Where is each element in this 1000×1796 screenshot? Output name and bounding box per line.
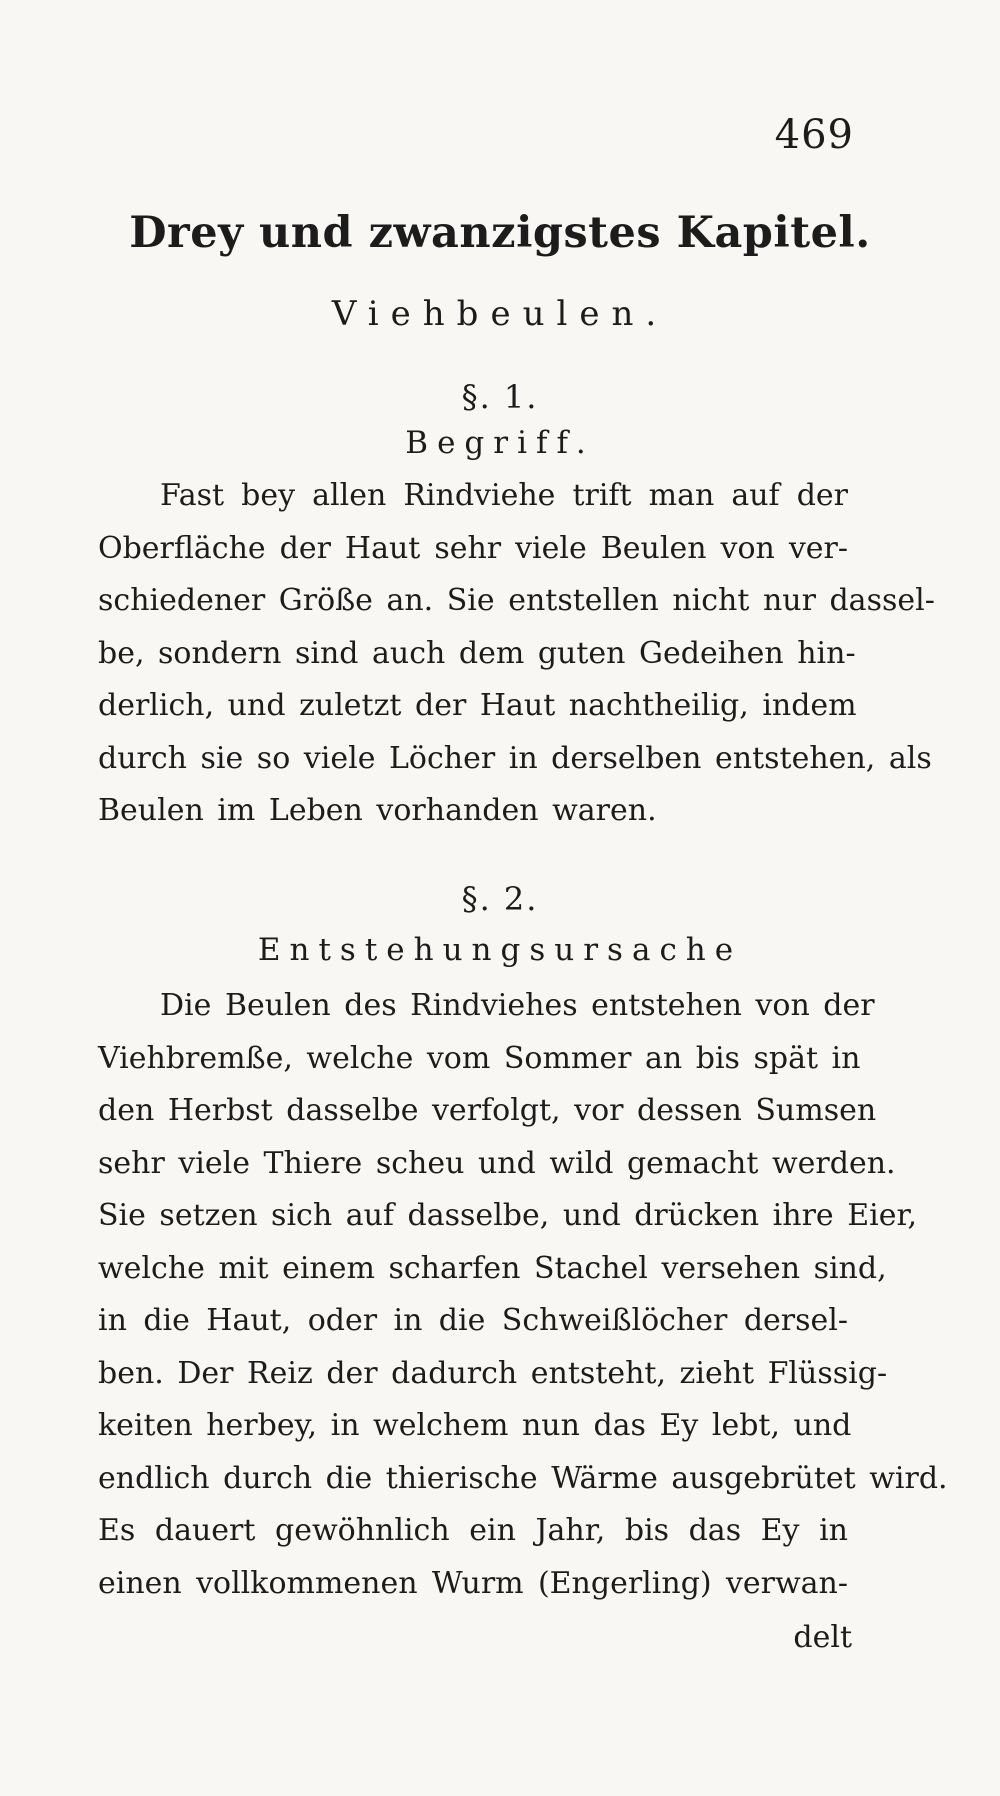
paragraph-line: Beulen im Leben vorhanden waren. bbox=[98, 793, 657, 828]
paragraph-line: schiedener Größe an. Sie entstellen nicht nur dassel- bbox=[98, 583, 935, 618]
paragraph-line: Fast bey allen Rindviehe trift man auf der bbox=[160, 478, 848, 513]
paragraph-line: welche mit einem scharfen Stachel versehen sind, bbox=[98, 1250, 887, 1286]
section-2-paragraph bbox=[98, 980, 948, 1610]
section-1-heading: Begriff. bbox=[405, 425, 595, 461]
paragraph-line: den Herbst dasselbe verfolgt, vor dessen Sumsen bbox=[98, 1093, 877, 1128]
paragraph-line: be, sondern sind auch dem guten Gedeihen hin- bbox=[98, 635, 856, 671]
page-number: 469 bbox=[774, 112, 854, 158]
section-1-mark: §. 1. bbox=[461, 378, 539, 416]
section-2-mark: §. 2. bbox=[461, 880, 539, 918]
chapter-title: Drey und zwanzigstes Kapitel. bbox=[129, 208, 871, 258]
paragraph-line: derlich, und zuletzt der Haut nachtheilig, indem bbox=[98, 688, 857, 723]
paragraph-line: Es dauert gewöhnlich ein Jahr, bis das Ey in bbox=[98, 1513, 848, 1548]
paragraph-line: Sie setzen sich auf dasselbe, und drücken ihre Eier, bbox=[98, 1198, 918, 1233]
paragraph-line: Viehbremße, welche vom Sommer an bis spät in bbox=[98, 1040, 861, 1076]
paragraph-line: ben. Der Reiz der dadurch entsteht, zieht Flüssig- bbox=[98, 1355, 888, 1391]
paragraph-line: sehr viele Thiere scheu und wild gemacht werden. bbox=[98, 1145, 896, 1181]
paragraph-line: endlich durch die thierische Wärme ausgebrütet wird. bbox=[98, 1460, 948, 1496]
paragraph-line: einen vollkommenen Wurm (Engerling) verwan- bbox=[98, 1565, 848, 1601]
paragraph-line: keiten herbey, in welchem nun das Ey lebt, und bbox=[98, 1408, 852, 1443]
section-1-paragraph bbox=[98, 470, 935, 838]
paragraph-line: in die Haut, oder in die Schweißlöcher dersel- bbox=[98, 1303, 848, 1338]
paragraph-line: Die Beulen des Rindviehes entstehen von der bbox=[160, 988, 875, 1023]
chapter-subtitle: Viehbeulen. bbox=[331, 294, 669, 334]
section-2-heading: Entstehungsursache bbox=[257, 932, 743, 968]
paragraph-line: Oberfläche der Haut sehr viele Beulen von ver- bbox=[98, 530, 848, 566]
catchword: delt bbox=[793, 1620, 852, 1655]
paragraph-line: durch sie so viele Löcher in derselben entstehen, als bbox=[98, 740, 932, 776]
